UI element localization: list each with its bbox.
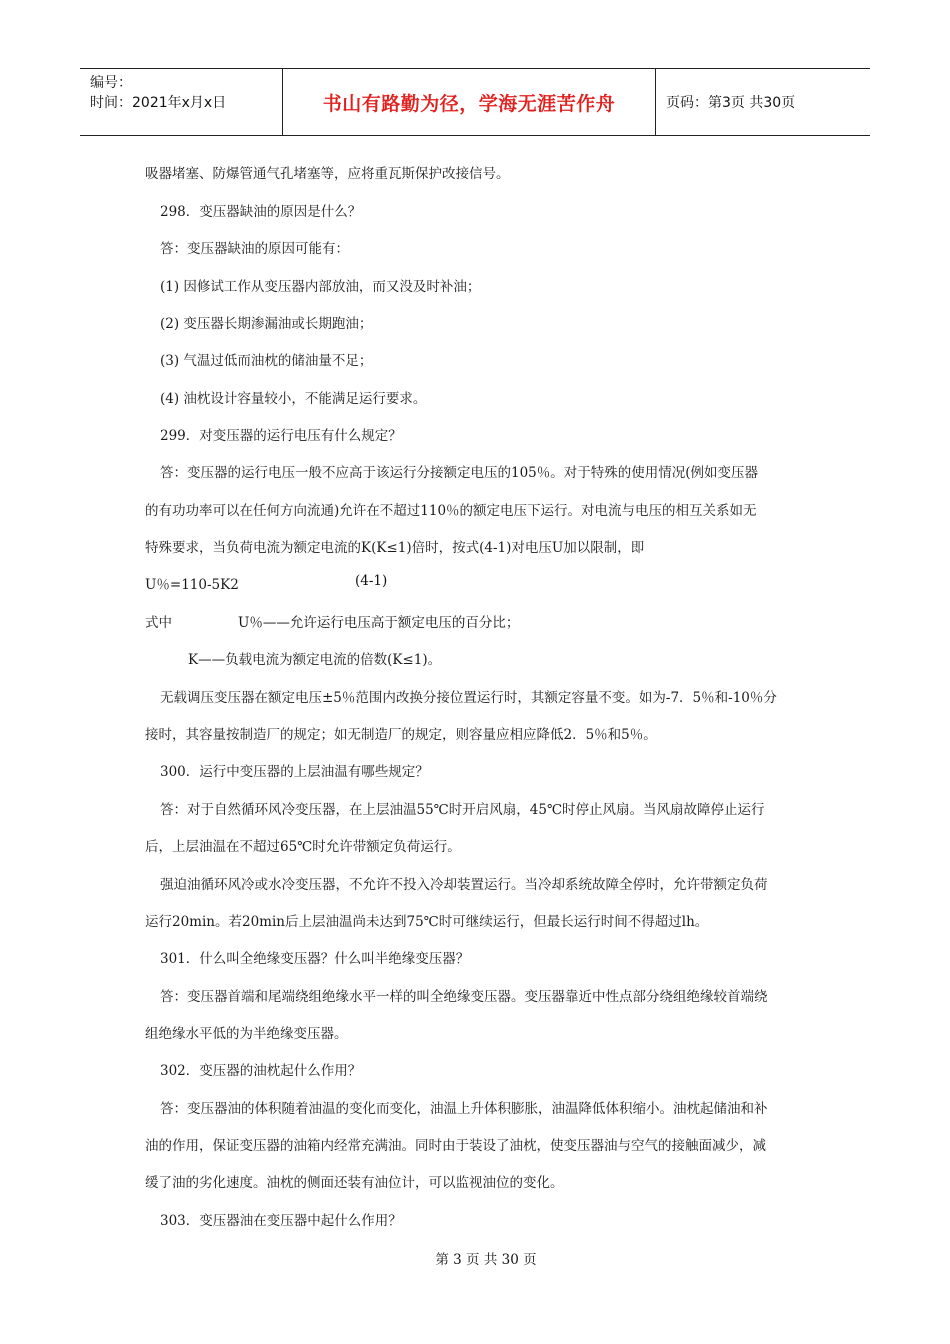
answer-line: 答：变压器缺油的原因可能有： [160, 241, 349, 257]
document-number-label: 编号： [90, 75, 132, 91]
formula-where-label: 式中 [145, 615, 172, 631]
paragraph-line: 组绝缘水平低的为半绝缘变压器。 [145, 1026, 348, 1042]
formula-definition: K——负载电流为额定电流的倍数(K≤1)。 [188, 652, 442, 668]
paragraph-line: 接时，其容量按制造厂的规定；如无制造厂的规定，则容量应相应降低2．5％和5％。 [145, 727, 657, 743]
header-meta [80, 69, 283, 135]
page-footer: 第 3 页 共 30 页 [435, 1252, 537, 1268]
document-date: 时间：2021年x月x日 [90, 95, 227, 111]
paragraph-line: 无载调压变压器在额定电压±5％范围内改换分接位置运行时，其额定容量不变。如为-7．5％和-10％分 [160, 690, 777, 706]
question-heading: 299．对变压器的运行电压有什么规定？ [160, 428, 402, 444]
question-heading: 300．运行中变压器的上层油温有哪些规定？ [160, 764, 429, 780]
formula-number: (4-1) [355, 573, 388, 589]
answer-line: 答：变压器首端和尾端绕组绝缘水平一样的叫全绝缘变压器。变压器靠近中性点部分绕组绝缘较首端绕 [160, 989, 768, 1005]
formula-definition: U％——允许运行电压高于额定电压的百分比； [238, 615, 520, 631]
list-item: (1) 因修试工作从变压器内部放油，而又没及时补油； [160, 279, 481, 295]
paragraph-line: 强迫油循环风冷或水冷变压器，不允许不投入冷却装置运行。当冷却系统故障全停时，允许带额定负荷 [160, 877, 768, 893]
list-item: (2) 变压器长期渗漏油或长期跑油； [160, 316, 373, 332]
answer-line: 答：变压器的运行电压一般不应高于该运行分接额定电压的105％。对于特殊的使用情况(例如变压器 [160, 465, 759, 481]
paragraph-line: 油的作用，保证变压器的油箱内经常充满油。同时由于装设了油枕，使变压器油与空气的接触面减少，减 [145, 1138, 766, 1154]
question-heading: 301．什么叫全绝缘变压器？什么叫半绝缘变压器？ [160, 951, 470, 967]
formula: U％=110-5K2 [145, 577, 239, 593]
question-heading: 302．变压器的油枕起什么作用？ [160, 1063, 362, 1079]
paragraph-line: 运行20min。若20min后上层油温尚未达到75℃时可继续运行，但最长运行时间不得超过lh。 [145, 914, 709, 930]
question-heading: 298．变压器缺油的原因是什么？ [160, 204, 362, 220]
list-item: (4) 油枕设计容量较小，不能满足运行要求。 [160, 391, 427, 407]
answer-line: 答：对于自然循环风冷变压器，在上层油温55℃时开启风扇，45℃时停止风扇。当风扇故障停止运行 [160, 802, 765, 818]
paragraph-line: 特殊要求，当负荷电流为额定电流的K(K≤1)倍时，按式(4-1)对电压U加以限制，即 [145, 540, 645, 556]
paragraph-line: 的有功功率可以在任何方向流通)允许在不超过110％的额定电压下运行。对电流与电压的相互关系如无 [145, 503, 757, 519]
page-header [80, 68, 870, 136]
question-heading: 303．变压器油在变压器中起什么作用？ [160, 1213, 402, 1229]
header-motto: 书山有路勤为径，学海无涯苦作舟 [283, 69, 656, 135]
header-page-info: 页码：第3页 共30页 [666, 95, 796, 111]
paragraph-line: 缓了油的劣化速度。油枕的侧面还装有油位计，可以监视油位的变化。 [145, 1175, 564, 1191]
list-item: (3) 气温过低而油枕的储油量不足； [160, 353, 373, 369]
answer-line: 答：变压器油的体积随着油温的变化而变化，油温上升体积膨胀，油温降低体积缩小。油枕起储油和补 [160, 1101, 768, 1117]
paragraph-line: 吸器堵塞、防爆管通气孔堵塞等，应将重瓦斯保护改接信号。 [145, 166, 510, 182]
paragraph-line: 后，上层油温在不超过65℃时允许带额定负荷运行。 [145, 839, 461, 855]
